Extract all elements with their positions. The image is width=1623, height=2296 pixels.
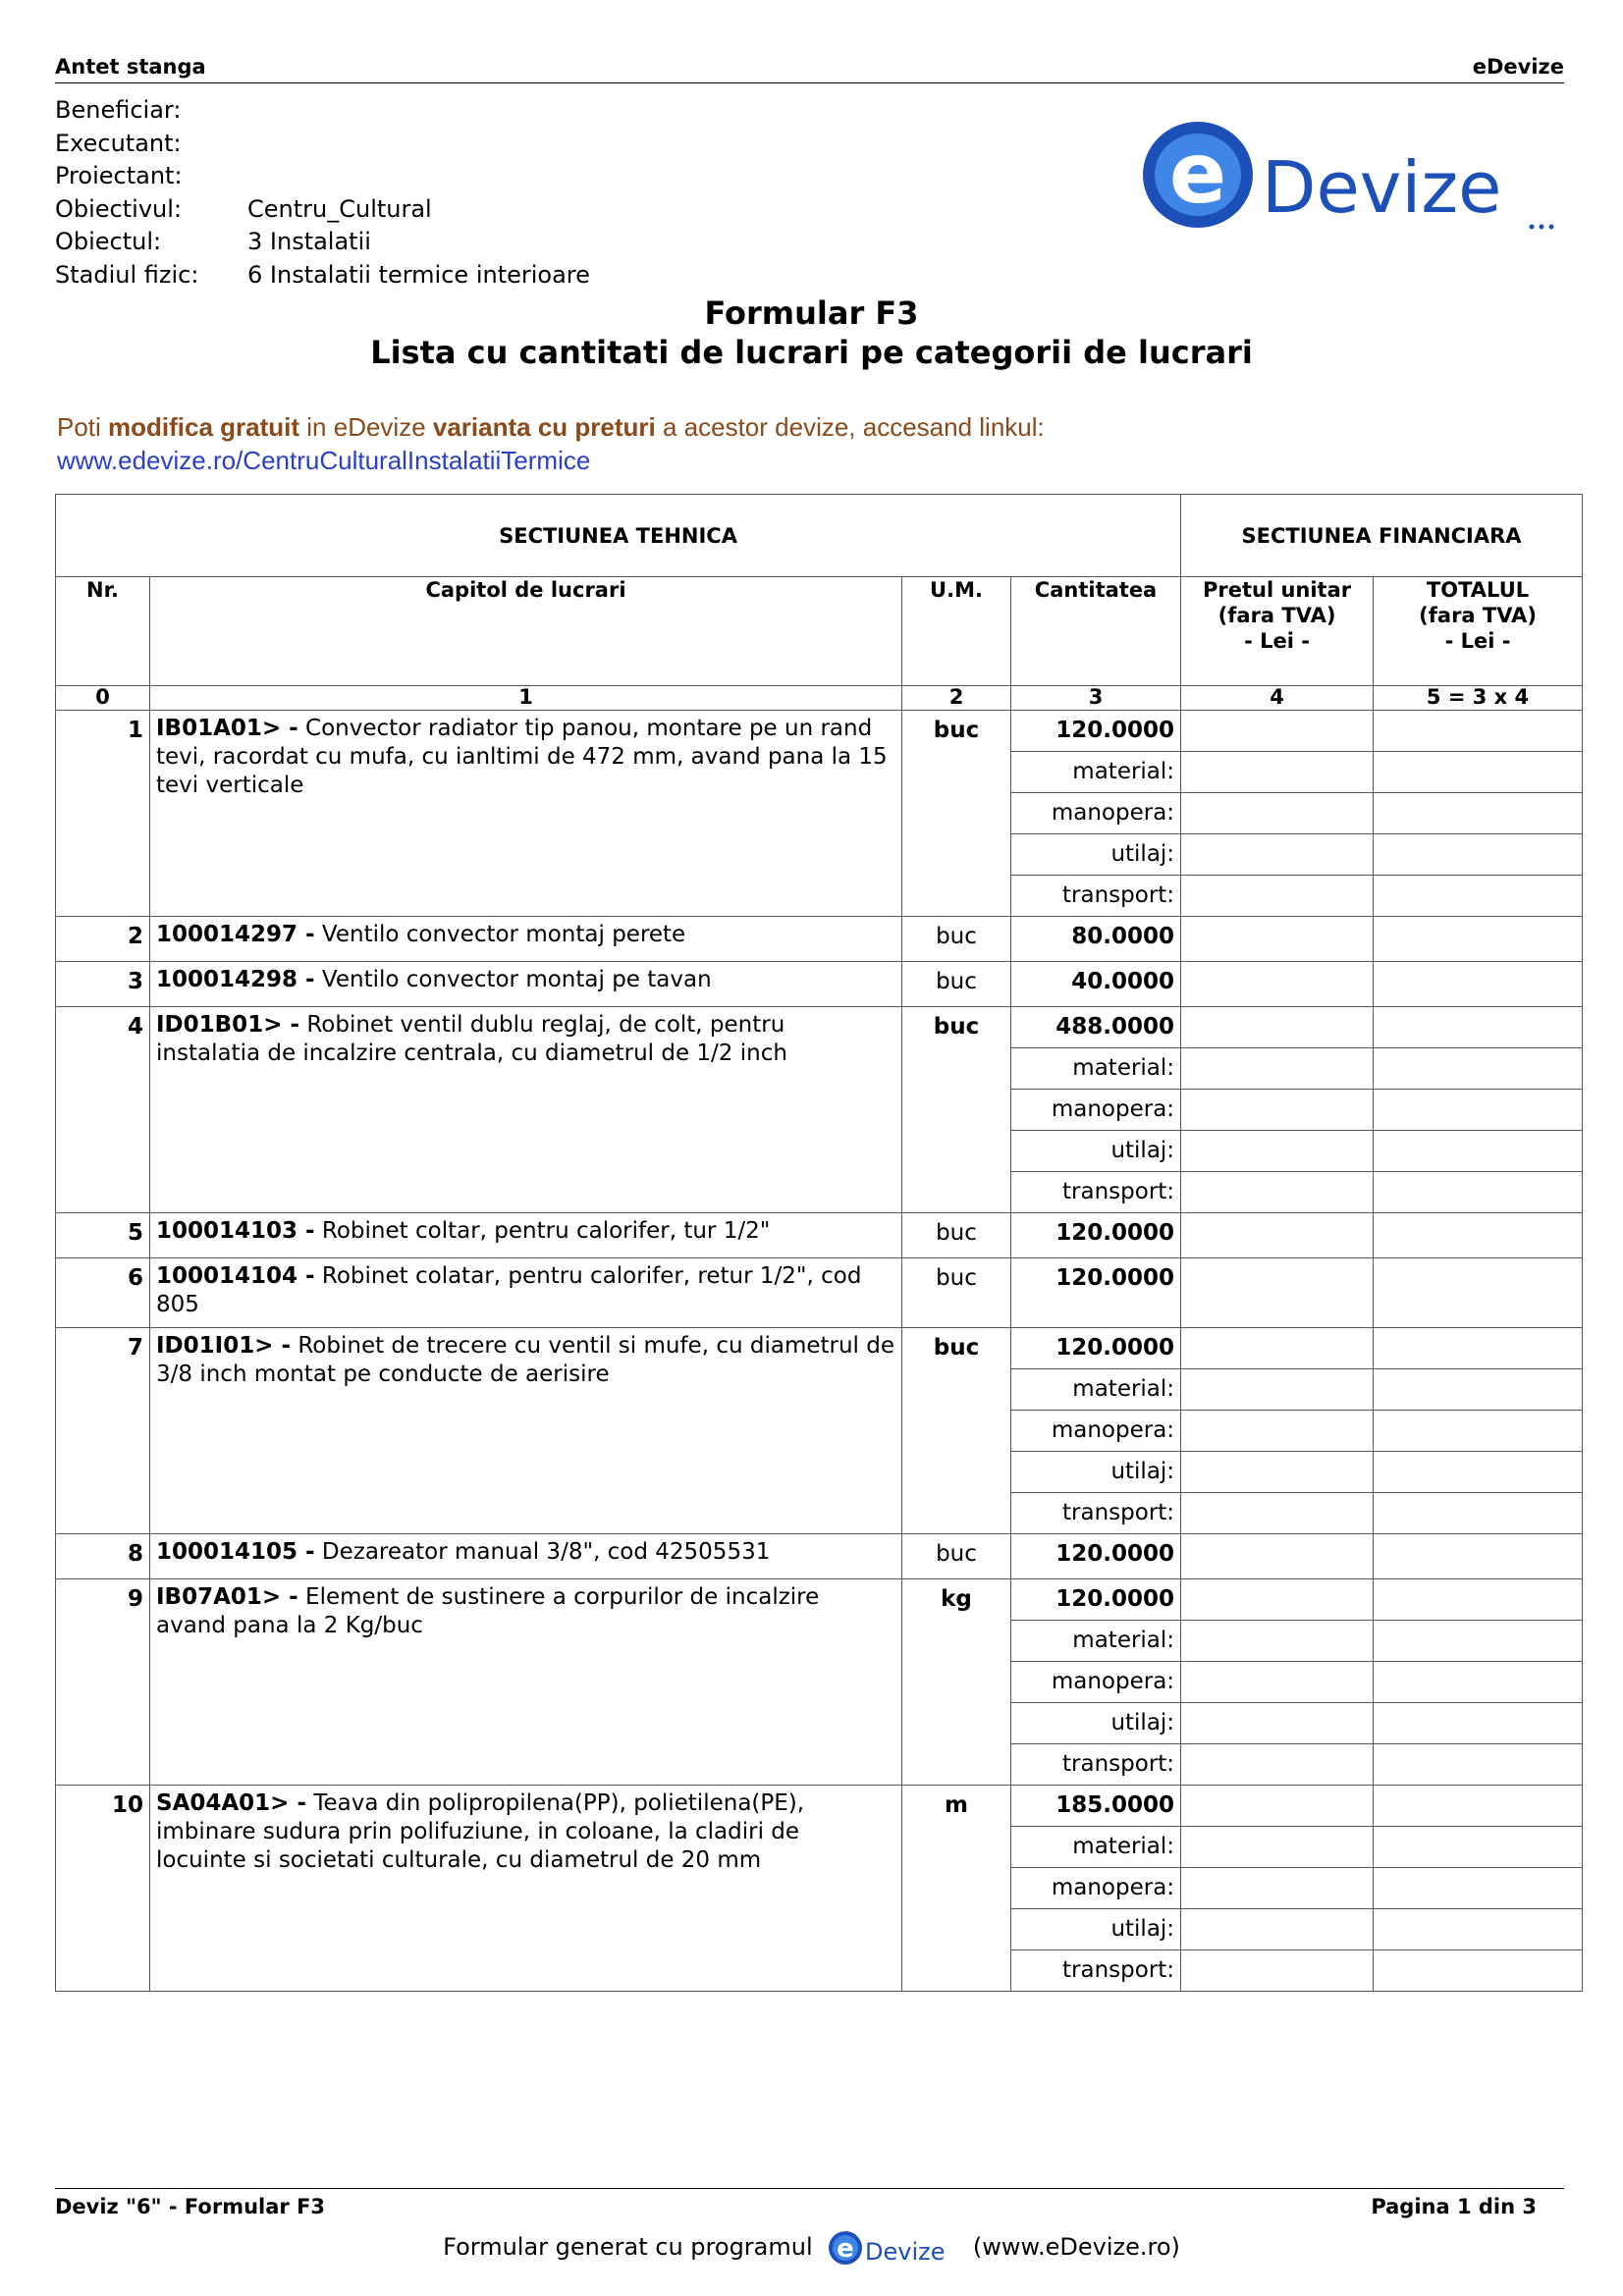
item-price <box>1181 711 1374 752</box>
item-text: Robinet colatar, pentru calorifer, retur 1/2", cod 805 <box>156 1263 862 1317</box>
item-qty: 488.0000 <box>1011 1007 1181 1048</box>
item-price <box>1181 917 1374 962</box>
sub-price <box>1181 1744 1374 1786</box>
footer-left: Deviz "6" - Formular F3 <box>55 2195 326 2218</box>
info-row <box>55 193 590 227</box>
item-text: Robinet ventil dublu reglaj, de colt, pentru instalatia de incalzire centrala, cu diametrul de 1/2 inch <box>156 1012 787 1066</box>
col-pret-unitar: Pretul unitar (fara TVA) - Lei - <box>1181 577 1374 686</box>
item-qty: 120.0000 <box>1011 1534 1181 1579</box>
form-subtitle: Lista cu cantitati de lucrari pe categorii de lucrari <box>370 334 1253 371</box>
item-description <box>150 917 902 962</box>
table-row <box>56 1534 1583 1579</box>
item-total <box>1374 1328 1583 1369</box>
section-tech: SECTIUNEA TEHNICA <box>56 495 1181 577</box>
sub-total <box>1374 834 1583 876</box>
item-description <box>150 1328 902 1534</box>
item-price <box>1181 962 1374 1007</box>
sub-total <box>1374 1048 1583 1090</box>
item-code: 100014105 - <box>156 1539 315 1565</box>
sub-total <box>1374 1172 1583 1213</box>
item-price <box>1181 1007 1374 1048</box>
info-value: Centru_Cultural <box>247 194 432 223</box>
table-row <box>56 1007 1583 1048</box>
sub-total <box>1374 1131 1583 1172</box>
sub-label: material: <box>1011 1048 1181 1090</box>
edevize-mini-logo <box>828 2226 957 2269</box>
sub-total <box>1374 752 1583 793</box>
item-code: IB07A01> - <box>156 1584 298 1610</box>
item-um: buc <box>902 1213 1011 1258</box>
table-row <box>56 1579 1583 1621</box>
item-description <box>150 1579 902 1786</box>
item-qty: 120.0000 <box>1011 1579 1181 1621</box>
sub-total <box>1374 1662 1583 1703</box>
sub-label: manopera: <box>1011 1411 1181 1452</box>
table-row <box>56 1213 1583 1258</box>
table-row <box>56 711 1583 752</box>
sub-label: utilaj: <box>1011 1131 1181 1172</box>
item-text: Ventilo convector montaj perete <box>314 922 686 947</box>
item-description <box>150 1534 902 1579</box>
sub-label: transport: <box>1011 876 1181 917</box>
index-cell: 4 <box>1181 686 1374 711</box>
footer-divider <box>55 2188 1564 2189</box>
item-nr: 4 <box>56 1007 150 1213</box>
svg-text:e: e <box>837 2234 855 2264</box>
table-row <box>56 962 1583 1007</box>
item-qty: 120.0000 <box>1011 711 1181 752</box>
item-qty: 185.0000 <box>1011 1786 1181 1827</box>
sub-label: utilaj: <box>1011 834 1181 876</box>
item-text: Robinet de trecere cu ventil si mufe, cu diametrul de 3/8 inch montat pe conducte de aerisire <box>156 1333 895 1387</box>
sub-label: manopera: <box>1011 1090 1181 1131</box>
info-value: 3 Instalatii <box>247 228 371 255</box>
sub-price <box>1181 1950 1374 1992</box>
item-total <box>1374 711 1583 752</box>
item-nr: 9 <box>56 1579 150 1786</box>
footer-page: Pagina 1 din 3 <box>1371 2195 1537 2218</box>
item-price <box>1181 1213 1374 1258</box>
item-nr: 3 <box>56 962 150 1007</box>
item-code: IB01A01> - <box>156 716 298 741</box>
item-total <box>1374 1534 1583 1579</box>
item-qty: 40.0000 <box>1011 962 1181 1007</box>
sub-total <box>1374 1493 1583 1534</box>
sub-price <box>1181 1909 1374 1950</box>
sub-total <box>1374 1621 1583 1662</box>
item-nr: 6 <box>56 1258 150 1328</box>
sub-price <box>1181 1131 1374 1172</box>
sub-total <box>1374 1868 1583 1909</box>
item-total <box>1374 917 1583 962</box>
item-um: buc <box>902 1258 1011 1328</box>
sub-label: utilaj: <box>1011 1909 1181 1950</box>
sub-price <box>1181 1172 1374 1213</box>
item-nr: 10 <box>56 1786 150 1992</box>
item-code: ID01I01> - <box>156 1333 292 1359</box>
info-label: Stadiul fizic: <box>55 260 199 289</box>
item-total <box>1374 1007 1583 1048</box>
item-nr: 5 <box>56 1213 150 1258</box>
item-um: buc <box>902 1007 1011 1213</box>
item-um: buc <box>902 711 1011 917</box>
item-total <box>1374 1213 1583 1258</box>
col-cantitatea: Cantitatea <box>1011 577 1181 686</box>
sub-label: utilaj: <box>1011 1452 1181 1493</box>
sub-label: material: <box>1011 1369 1181 1411</box>
item-um: kg <box>902 1579 1011 1786</box>
item-um: buc <box>902 1534 1011 1579</box>
sub-price <box>1181 1662 1374 1703</box>
item-qty: 120.0000 <box>1011 1328 1181 1369</box>
item-text: Convector radiator tip panou, montare pe un rand tevi, racordat cu mufa, cu ianltimi de 472 mm, avand pana la 15 tevi verticale <box>156 716 888 798</box>
sub-price <box>1181 1868 1374 1909</box>
svg-text:e: e <box>1168 125 1227 223</box>
item-description <box>150 1786 902 1992</box>
sub-total <box>1374 1827 1583 1868</box>
index-row <box>56 686 1583 711</box>
svg-text:Devize: Devize <box>1262 146 1502 229</box>
sub-price <box>1181 1090 1374 1131</box>
item-price <box>1181 1258 1374 1328</box>
index-cell: 5 = 3 x 4 <box>1374 686 1583 711</box>
sub-price <box>1181 1703 1374 1744</box>
item-total <box>1374 1786 1583 1827</box>
index-cell: 0 <box>56 686 150 711</box>
sub-label: transport: <box>1011 1950 1181 1992</box>
sub-total <box>1374 1703 1583 1744</box>
item-price <box>1181 1579 1374 1621</box>
sub-total <box>1374 1744 1583 1786</box>
item-price <box>1181 1786 1374 1827</box>
header-divider <box>55 82 1564 83</box>
info-row <box>55 259 590 293</box>
item-um: buc <box>902 917 1011 962</box>
item-nr: 1 <box>56 711 150 917</box>
item-description <box>150 1213 902 1258</box>
index-cell: 3 <box>1011 686 1181 711</box>
info-row <box>55 128 590 161</box>
works-table <box>55 494 1583 1992</box>
col-um: U.M. <box>902 577 1011 686</box>
sub-label: material: <box>1011 1621 1181 1662</box>
index-cell: 2 <box>902 686 1011 711</box>
sub-total <box>1374 1909 1583 1950</box>
item-code: 100014298 - <box>156 967 315 992</box>
sub-price <box>1181 1411 1374 1452</box>
sub-total <box>1374 1090 1583 1131</box>
sub-price <box>1181 1369 1374 1411</box>
item-text: Element de sustinere a corpurilor de incalzire avand pana la 2 Kg/buc <box>156 1584 820 1638</box>
item-code: ID01B01> - <box>156 1012 300 1038</box>
sub-label: transport: <box>1011 1744 1181 1786</box>
table-row <box>56 1258 1583 1328</box>
item-total <box>1374 1579 1583 1621</box>
sub-label: manopera: <box>1011 1662 1181 1703</box>
table-row <box>56 1328 1583 1369</box>
info-label: Beneficiar: <box>55 96 182 124</box>
item-total <box>1374 1258 1583 1328</box>
item-description <box>150 1258 902 1328</box>
info-row <box>55 94 590 128</box>
svg-text:Devize: Devize <box>865 2238 946 2266</box>
sub-label: manopera: <box>1011 793 1181 834</box>
promo-text: Poti modifica gratuit in eDevize varianta cu preturi a acestor devize, accesand linkul: <box>57 412 1045 442</box>
sub-total <box>1374 1950 1583 1992</box>
item-text: Robinet coltar, pentru calorifer, tur 1/2" <box>314 1218 771 1244</box>
sub-total <box>1374 1452 1583 1493</box>
sub-total <box>1374 1411 1583 1452</box>
sub-label: transport: <box>1011 1172 1181 1213</box>
info-label: Obiectivul: <box>55 194 182 223</box>
item-text: Teava din polipropilena(PP), polietilena(PE), imbinare sudura prin polifuziune, in coloane, la cladiri de locuinte si societati culturale, cu diametrul de 20 mm <box>156 1790 805 1873</box>
document-info <box>55 94 590 292</box>
info-row <box>55 160 590 193</box>
sub-price <box>1181 834 1374 876</box>
sub-price <box>1181 1493 1374 1534</box>
item-description <box>150 1007 902 1213</box>
sub-price <box>1181 876 1374 917</box>
col-nr: Nr. <box>56 577 150 686</box>
sub-price <box>1181 793 1374 834</box>
footer-generated: Formular generat cu programul e Devize (www.eDevize.ro) <box>0 2226 1623 2269</box>
item-total <box>1374 962 1583 1007</box>
item-code: 100014104 - <box>156 1263 315 1289</box>
item-um: buc <box>902 962 1011 1007</box>
sub-label: utilaj: <box>1011 1703 1181 1744</box>
item-code: SA04A01> - <box>156 1790 307 1816</box>
table-row <box>56 917 1583 962</box>
index-cell: 1 <box>150 686 902 711</box>
item-description <box>150 962 902 1007</box>
item-nr: 2 <box>56 917 150 962</box>
info-label: Proiectant: <box>55 162 183 189</box>
sub-total <box>1374 793 1583 834</box>
sub-price <box>1181 1827 1374 1868</box>
section-fin: SECTIUNEA FINANCIARA <box>1181 495 1583 577</box>
sub-label: material: <box>1011 752 1181 793</box>
item-price <box>1181 1534 1374 1579</box>
edevize-logo <box>1139 116 1563 234</box>
item-text: Dezareator manual 3/8", cod 42505531 <box>314 1539 771 1565</box>
info-label: Executant: <box>55 129 182 157</box>
info-row <box>55 226 590 259</box>
item-text: Ventilo convector montaj pe tavan <box>314 967 712 992</box>
item-nr: 7 <box>56 1328 150 1534</box>
sub-label: material: <box>1011 1827 1181 1868</box>
item-code: 100014297 - <box>156 922 315 947</box>
sub-label: transport: <box>1011 1493 1181 1534</box>
item-description <box>150 711 902 917</box>
form-title: Formular F3 <box>704 294 919 332</box>
sub-label: manopera: <box>1011 1868 1181 1909</box>
info-label: Obiectul: <box>55 228 162 255</box>
item-qty: 120.0000 <box>1011 1258 1181 1328</box>
table-row <box>56 1786 1583 1827</box>
sub-price <box>1181 752 1374 793</box>
col-capitol: Capitol de lucrari <box>150 577 902 686</box>
col-total: TOTALUL (fara TVA) - Lei - <box>1374 577 1583 686</box>
item-price <box>1181 1328 1374 1369</box>
sub-total <box>1374 876 1583 917</box>
item-qty: 80.0000 <box>1011 917 1181 962</box>
item-nr: 8 <box>56 1534 150 1579</box>
sub-total <box>1374 1369 1583 1411</box>
sub-price <box>1181 1621 1374 1662</box>
item-qty: 120.0000 <box>1011 1213 1181 1258</box>
header-right: eDevize <box>1472 55 1564 79</box>
sub-price <box>1181 1048 1374 1090</box>
info-value: 6 Instalatii termice interioare <box>247 260 590 289</box>
sub-price <box>1181 1452 1374 1493</box>
item-um: m <box>902 1786 1011 1992</box>
promo-link[interactable]: www.edevize.ro/CentruCulturalInstalatiiTermice <box>57 446 591 475</box>
header-left: Antet stanga <box>55 55 206 79</box>
item-um: buc <box>902 1328 1011 1534</box>
item-code: 100014103 - <box>156 1218 315 1244</box>
